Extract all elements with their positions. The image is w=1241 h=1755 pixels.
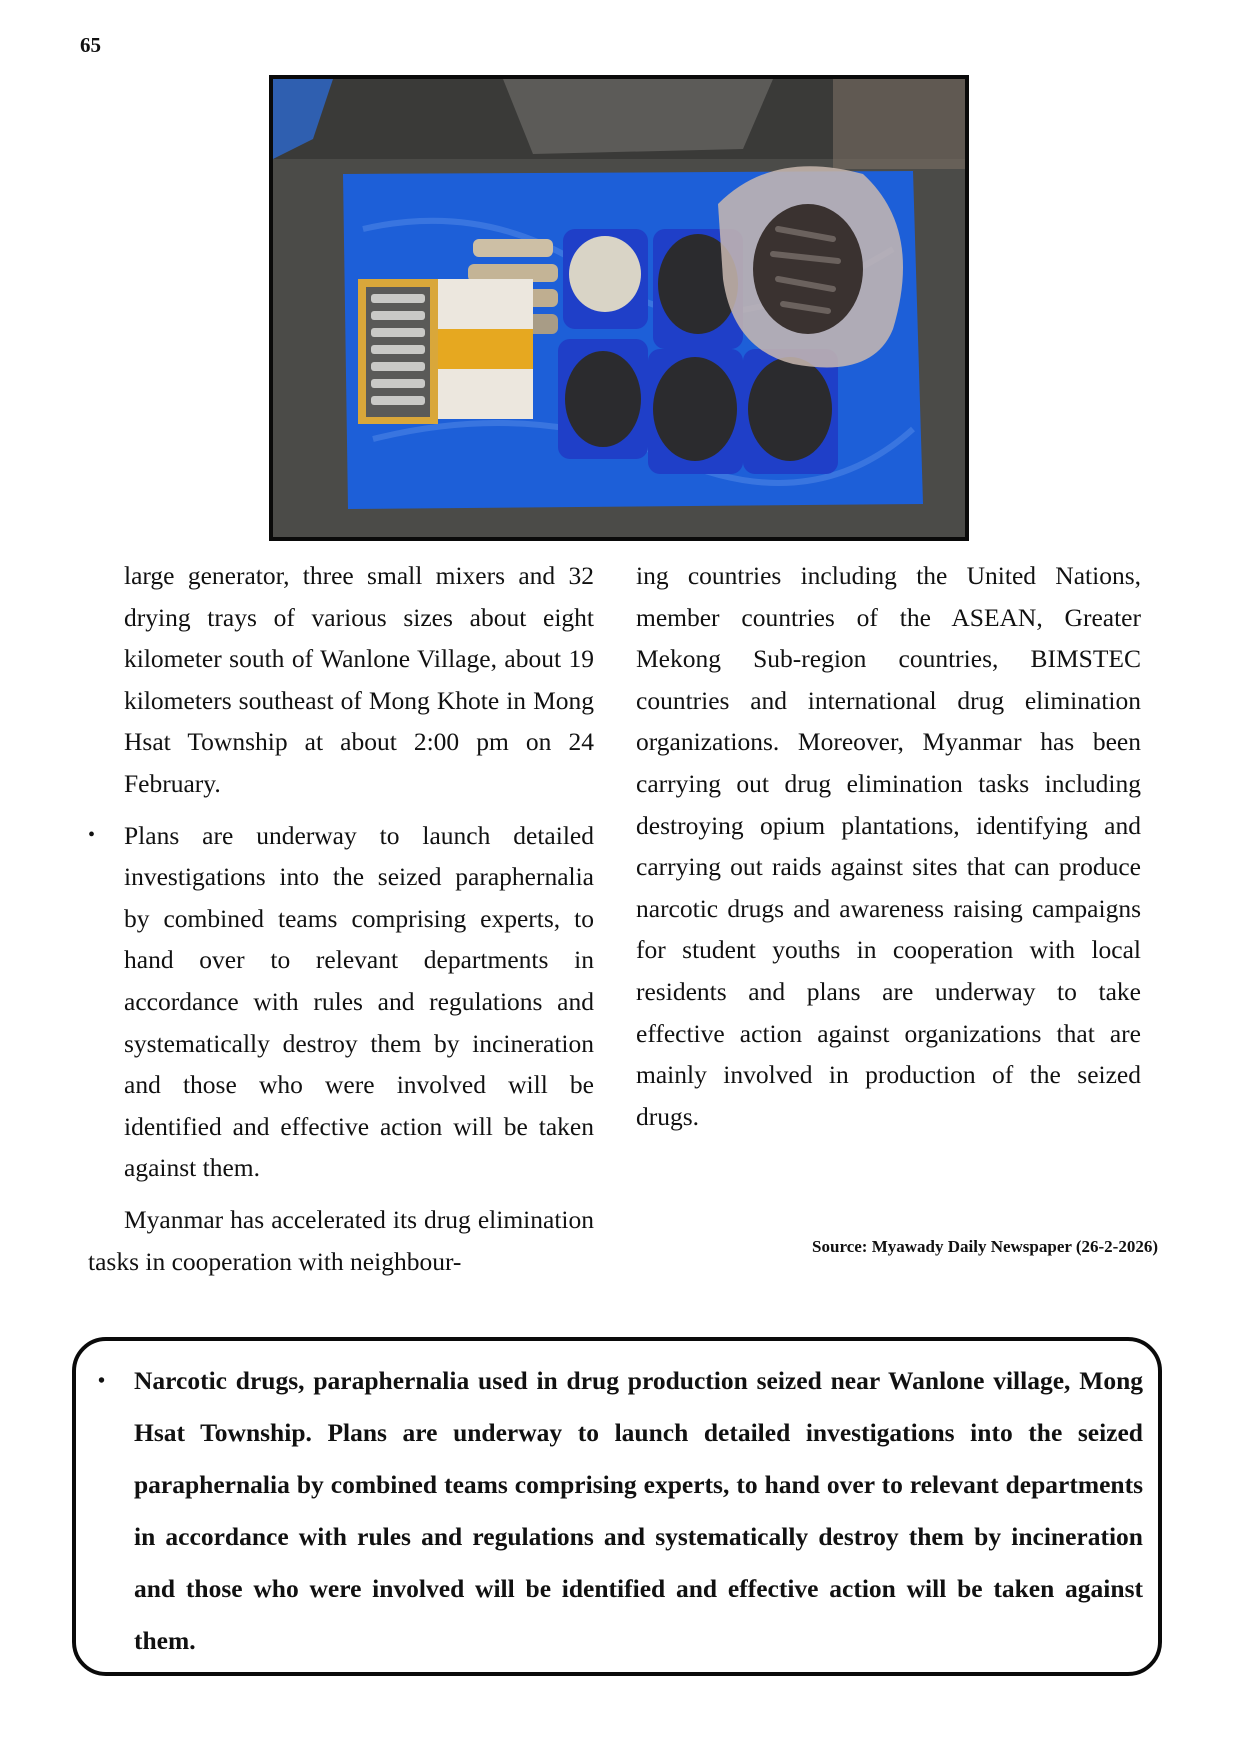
summary-text: Narcotic drugs, paraphernalia used in drug production seized near Wanlone village, Mong Hsat Township. Plans are underway to launch detailed investigations into the seized paraphernalia by combined teams comprising experts, to hand over to relevant departments in accordance with rules and regulations and systematically destroy them by incineration and those who were involved will be identified and effective action will be taken against them.: [134, 1366, 1143, 1655]
bullet-icon: •: [88, 823, 96, 846]
photo-illustration: [273, 79, 965, 537]
article-closing-paragraph: Myanmar has accelerated its drug elimination tasks in cooperation with neighbour-: [88, 1204, 594, 1276]
article-bullet-item: [88, 815, 594, 1189]
article-paragraph-continuation: large generator, three small mixers and 32 drying trays of various sizes about eight kilometer south of Wanlone Village, about 19 kilometers southeast of Mong Khote in Mong Hsat Township at about 2:00 pm on 24 February.: [124, 561, 594, 798]
page-number: 65: [80, 33, 101, 57]
summary-box: [72, 1337, 1162, 1676]
bullet-icon: •: [98, 1370, 106, 1392]
article-right-column: [636, 555, 1141, 1137]
article-left-column: [88, 555, 594, 1282]
source-citation: Source: Myawady Daily Newspaper (26-2-2026): [812, 1237, 1158, 1256]
article-paragraph-right: ing countries including the United Nations, member countries of the ASEAN, Greater Mekong Sub-region countries, BIMSTEC countries and international drug elimination organizations. Moreover, Myanmar has been carrying out drug elimination tasks including destroying opium plantations, identifying and carrying out raids against sites that can produce narcotic drugs and awareness raising campaigns for student youths in cooperation with local residents and plans are underway to take effective action against organizations that are mainly involved in production of the seized drugs.: [636, 561, 1141, 1131]
seized-drugs-photo: [269, 75, 969, 541]
article-bullet-text: Plans are underway to launch detailed investigations into the seized paraphernalia by combined teams comprising experts, to hand over to relevant departments in accordance with rules and regulations and systematically destroy them by incineration and those who were involved will be identified and effective action will be taken against them.: [124, 820, 594, 1183]
